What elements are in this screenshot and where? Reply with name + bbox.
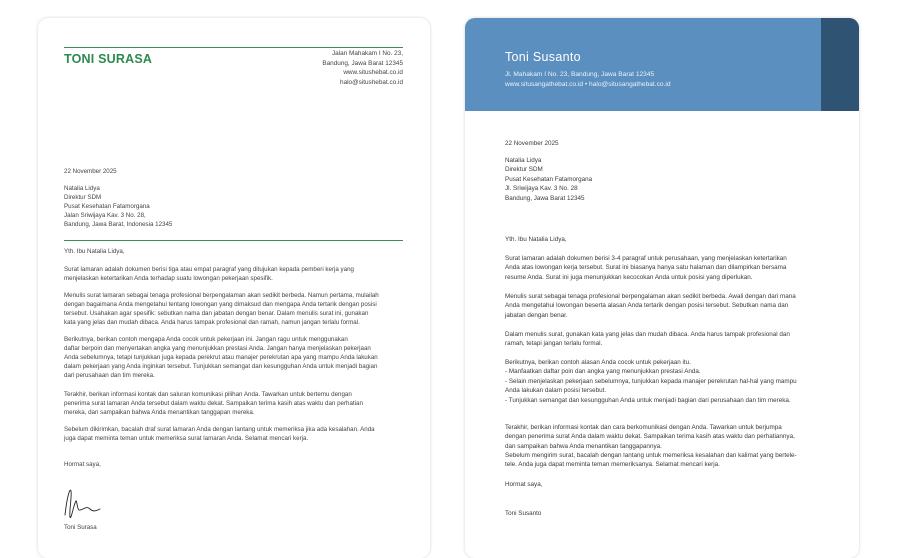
contact-line: www.situsangathebat.co.id • halo@situsangathebat.co.id	[505, 81, 671, 89]
recipient-block	[64, 185, 404, 230]
paragraph-line: Terakhir, berikan informasi kontak dan cara berkomunikasi dengan Anda. Tawarkan untuk berjumpa	[505, 424, 782, 431]
paragraph-line: Berikutnya, berikan contoh alasan Anda cocok untuk pekerjaan itu.	[505, 359, 691, 366]
recipient-line: Bandung, Jawa Barat, Indonesia 12345	[64, 220, 173, 228]
paragraph-line: ramah, tetapi jangan terlalu formal.	[505, 340, 603, 348]
paragraph-line: Surat lamaran adalah dokumen berisi tiga atau empat paragraf yang ditujukan kepada pemberi kerja yang	[64, 266, 354, 273]
sender-contact	[505, 70, 671, 91]
recipient-line: Direktur SDM	[505, 166, 543, 174]
body-paragraph	[64, 391, 404, 418]
paragraph-line: dari perusahaan dan tim mereka.	[64, 371, 155, 379]
contact-line: Jalan Mahakam I No. 23,	[331, 50, 403, 57]
paragraph-line: Dalam menulis surat, gunakan kata yang jelas dan mudah dibaca. Anda harus tampak profesional dan	[505, 331, 790, 338]
sender-name: Toni Susanto	[505, 50, 581, 64]
body-paragraph	[505, 358, 817, 405]
greeting: Yth. Ibu Natalia Lidya,	[505, 236, 567, 243]
paragraph-line: Menulis surat lamaran sebagai tenaga profesional berpengalaman akan sedikit berbeda. Namun pertama, mulailah	[64, 292, 379, 299]
bullet-line: - Tunjukkan semangat dan kesungguhan Anda untuk menjadi bagian dari perusahaan dan tim mereka.	[505, 396, 791, 404]
body-paragraph	[64, 292, 404, 328]
contact-line: Bandung, Jawa Barat 12345	[322, 59, 403, 67]
letter-date: 22 November 2025	[64, 168, 117, 175]
header-divider-top	[64, 47, 403, 48]
paragraph-line: juga dapat meminta teman untuk memeriksa surat lamaran Anda. Selamat mencari kerja.	[64, 434, 309, 442]
paragraph-line: tele. Anda juga dapat meminta teman memeriksanya. Selamat mencari kerja.	[505, 461, 720, 469]
bullet-line: - Selain menjelaskan pekerjaan sebelumnya, tunjukkan kepada manajer perekrutan hal-hal yang mampu	[505, 377, 797, 385]
right-letter-page	[465, 18, 859, 558]
bullet-line: Anda lakukan dalam posisi tersebut.	[505, 387, 607, 395]
letter-date: 22 November 2025	[505, 140, 559, 147]
body-paragraph	[505, 423, 817, 451]
paragraph-line: Sebelum mengirim surat, bacalah dengan lantang untuk memeriksa kesalahan dan kalimat yang bertele-	[505, 452, 797, 459]
recipient-block	[505, 156, 817, 203]
paragraph-line: Anda mengetahui lowongan beserta alasan Anda tertarik dengan posisi tersebut. Sebutkan nama dan	[505, 302, 789, 310]
paragraph-line: kata yang jelas dan mudah dibaca. Anda harus tampak profesional dan ramah, namun jangan terlalu formal.	[64, 318, 360, 326]
paragraph-line: Menulis surat sebagai tenaga profesional berpengalaman akan sedikit berbeda. Awali dengan dari mana	[505, 293, 796, 300]
paragraph-line: resume Anda. Surat ini juga menunjukkan kecocokan Anda untuk posisi yang diperlukan.	[505, 273, 753, 281]
paragraph-line: Anda atas lowongan kerja tersebut. Surat ini biasanya hanya satu halaman dan dilampirkan bersama	[505, 264, 787, 272]
paragraph-line: penerima surat lamaran Anda tersebut dalam waktu dekat. Sampaikan terima kasih atas waktu dan perhatian	[64, 399, 363, 407]
body-paragraph	[505, 254, 817, 282]
closing: Hormat saya,	[64, 461, 101, 468]
paragraph-line: menjelaskan ketertarikan Anda terhadap suatu lowongan pekerjaan spesifik.	[64, 274, 273, 282]
section-divider	[64, 240, 403, 241]
paragraph-line: Sebelum dikirimkan, bacalah draf surat lamaran Anda dengan lantang untuk memeriksa jika ada kesalahan. Anda	[64, 426, 375, 433]
contact-line: Jl. Mahakam I No. 23, Bandung, Jawa Barat 12345	[505, 71, 655, 78]
paragraph-line: mereka, dan sampaikan bahwa Anda menantikan tanggapan mereka.	[64, 408, 255, 416]
recipient-line: Jl. Sriwijaya Kav. 3 No. 28	[505, 185, 578, 193]
recipient-line: Pusat Kesehatan Fatamorgana	[505, 175, 593, 183]
body-paragraph	[505, 292, 817, 320]
signature-name: Toni Surasa	[64, 524, 97, 531]
body-paragraph	[505, 330, 817, 349]
left-letter-page	[38, 18, 430, 558]
paragraph-line: dengan penerima surat Anda dalam waktu dekat. Sampaikan terima kasih atas waktu dan perhatiannya,	[505, 433, 795, 441]
paragraph-line: Surat lamaran adalah dokumen berisi 3-4 paragraf untuk perusahaan, yang menjelaskan ketertarikan	[505, 255, 787, 262]
greeting: Yth. Ibu Natalia Lidya,	[64, 248, 125, 255]
paragraph-line: Terakhir, berikan informasi kontak dan saluran komunikasi pilihan Anda. Tawarkan untuk bertemu dengan	[64, 391, 352, 398]
recipient-line: Pusat Kesehatan Fatamorgana	[64, 202, 150, 210]
paragraph-line: Anda sebelumnya, tetapi tunjukkan juga kepada perekrut atau manajer perekrutan apa yang mampu Anda lakukan	[64, 353, 378, 361]
body-paragraph	[505, 451, 817, 470]
paragraph-line: dalam pekerjaan yang Anda inginkan tersebut. Tunjukkan semangat dan kesungguhan Anda untuk menjadi bagian	[64, 362, 378, 370]
letterhead-accent-band	[821, 18, 859, 111]
body-paragraph	[64, 266, 404, 284]
recipient-line: Bandung, Jawa Barat 12345	[505, 194, 585, 202]
closing: Hormat saya,	[505, 481, 543, 488]
body-paragraph	[64, 336, 404, 381]
recipient-line: Direktur SDM	[64, 193, 102, 201]
contact-line: www.situshebat.co.id	[343, 69, 403, 77]
body-paragraph	[64, 426, 404, 444]
sender-contact	[322, 49, 403, 87]
sender-name: TONI SURASA	[64, 52, 153, 66]
paragraph-line: dan sampaikan bahwa Anda menantikan tanggapannya.	[505, 442, 662, 450]
bullet-line: - Manfaatkan daftar poin dan angka yang menunjukkan prestasi Anda.	[505, 368, 701, 376]
paragraph-line: tersebut. Usahakan agar spesifik: sebutkan nama dan jabatan dengan benar. Dalam menulis surat ini, gunakan	[64, 309, 369, 317]
paragraph-line: dengan bagaimana Anda mengetahui tentang lowongan yang dimaksud dan mengapa Anda tertarik dengan posisi	[64, 300, 377, 308]
signature-icon	[62, 485, 102, 523]
recipient-line: Natalia Lidya	[505, 157, 542, 164]
paragraph-line: jabatan dengan benar.	[505, 311, 568, 319]
recipient-line: Jalan Sriwijaya Kav. 3 No. 28,	[64, 211, 146, 219]
paragraph-line: Berikutnya, berikan contoh mengapa Anda cocok untuk pekerjaan ini. Jangan ragu untuk menggunakan	[64, 336, 348, 343]
letterhead-banner	[465, 18, 859, 111]
paragraph-line: daftar berpoin dan menyertakan angka yang menunjukkan prestasi Anda. Jangan hanya menjelaskan pekerjaan	[64, 344, 371, 352]
contact-line: halo@situshebat.co.id	[340, 78, 403, 86]
signature-name: Toni Susanto	[505, 510, 542, 517]
recipient-line: Natalia Lidya	[64, 185, 100, 192]
